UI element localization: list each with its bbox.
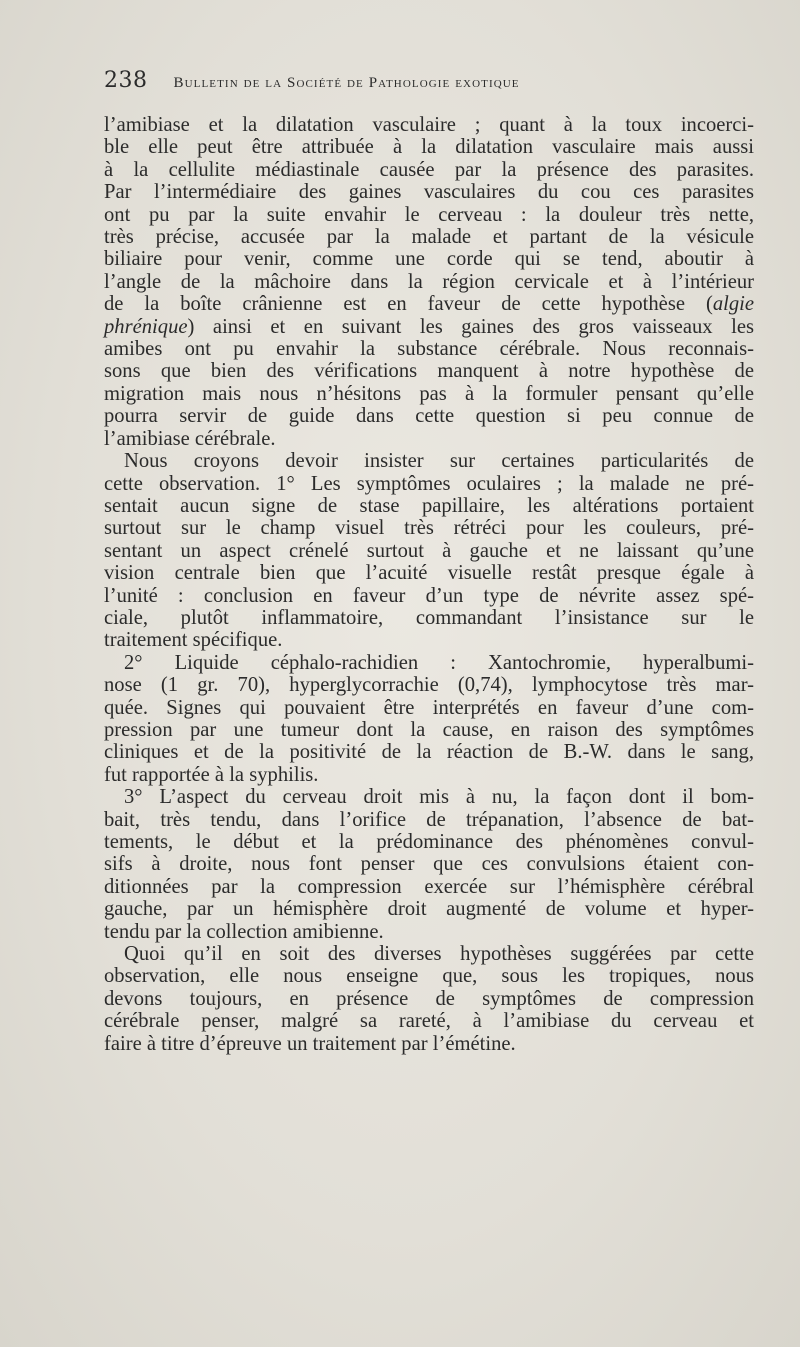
text-line: sons que bien des vérifications manquent à notre hypothèse de xyxy=(104,360,754,383)
text-line: très précise, accusée par la malade et partant de la vésicule xyxy=(104,226,754,249)
text-line: observation, elle nous enseigne que, sous les tropiques, nous xyxy=(104,965,754,988)
text-line: amibes ont pu envahir la substance cérébrale. Nous reconnais- xyxy=(104,338,754,361)
text-line: Par l’intermédiaire des gaines vasculaires du cou ces parasites xyxy=(104,181,754,204)
paragraph xyxy=(104,786,754,943)
paragraph xyxy=(104,450,754,652)
text-line: devons toujours, en présence de symptômes de compression xyxy=(104,987,754,1010)
paragraph xyxy=(104,114,754,450)
text-line: cérébrale penser, malgré sa rareté, à l’amibiase du cerveau et xyxy=(104,1010,754,1033)
paragraph xyxy=(104,652,754,786)
text-line: faire à titre d’épreuve un traitement par l’émétine. xyxy=(104,1032,516,1055)
text-line: ble elle peut être attribuée à la dilatation vasculaire mais aussi xyxy=(104,136,754,159)
article-body xyxy=(104,114,754,1055)
text-line: de la boîte crânienne est en faveur de cette hypothèse (algie xyxy=(104,293,754,316)
text-line: traitement spécifique. xyxy=(104,629,283,652)
text-line: fut rapportée à la syphilis. xyxy=(104,763,319,786)
text-line: 3° L’aspect du cerveau droit mis à nu, la façon dont il bom- xyxy=(124,786,754,809)
text-line: cliniques et de la positivité de la réaction de B.-W. dans le sang, xyxy=(104,741,754,764)
page-number: 238 xyxy=(104,68,148,93)
text-line: Quoi qu’il en soit des diverses hypothèses suggérées par cette xyxy=(124,943,754,966)
text-line: l’amibiase cérébrale. xyxy=(104,427,276,450)
text-line: sentant un aspect crénelé surtout à gauche et ne laissant qu’une xyxy=(104,539,754,562)
running-header xyxy=(104,68,664,102)
text-line: ditionnées par la compression exercée sur l’hémisphère cérébral xyxy=(104,875,754,898)
text-line: phrénique) ainsi et en suivant les gaines des gros vaisseaux les xyxy=(104,315,754,338)
text-line: quée. Signes qui pouvaient être interprétés en faveur d’une com- xyxy=(104,696,754,719)
text-line: migration mais nous n’hésitons pas à la formuler pensant qu’elle xyxy=(104,382,754,405)
text-line: biliaire pour venir, comme une corde qui se tend, aboutir à xyxy=(104,248,754,271)
text-line: cette observation. 1° Les symptômes oculaires ; la malade ne pré- xyxy=(104,472,754,495)
text-line: gauche, par un hémisphère droit augmenté de volume et hyper- xyxy=(104,898,754,921)
paragraph xyxy=(104,943,754,1055)
text-line: bait, très tendu, dans l’orifice de trépanation, l’absence de bat- xyxy=(104,808,754,831)
text-line: surtout sur le champ visuel très rétréci pour les couleurs, pré- xyxy=(104,517,754,540)
text-line: 2° Liquide céphalo-rachidien : Xantochromie, hyperalbumi- xyxy=(124,651,754,674)
text-line: l’amibiase et la dilatation vasculaire ; quant à la toux incoerci- xyxy=(104,114,754,136)
text-line: sentait aucun signe de stase papillaire, les altérations portaient xyxy=(104,494,754,517)
text-line: pression par une tumeur dont la cause, en raison des symptômes xyxy=(104,718,754,741)
journal-running-title: Bulletin de la Société de Pathologie exotique xyxy=(173,75,520,91)
text-line: tendu par la collection amibienne. xyxy=(104,920,384,943)
text-line: l’angle de la mâchoire dans la région cervicale et à l’intérieur xyxy=(104,270,754,293)
text-line: à la cellulite médiastinale causée par la présence des parasites. xyxy=(104,158,754,181)
text-line: pourra servir de guide dans cette question si peu connue de xyxy=(104,405,754,428)
text-line: vision centrale bien que l’acuité visuelle restât presque égale à xyxy=(104,562,754,585)
text-line: sifs à droite, nous font penser que ces convulsions étaient con- xyxy=(104,853,754,876)
text-line: Nous croyons devoir insister sur certaines particularités de xyxy=(124,450,754,473)
text-line: ciale, plutôt inflammatoire, commandant l’insistance sur le xyxy=(104,606,754,629)
text-line: tements, le début et la prédominance des phénomènes convul- xyxy=(104,831,754,853)
text-line: l’unité : conclusion en faveur d’un type de névrite assez spé- xyxy=(104,584,754,607)
text-line: nose (1 gr. 70), hyperglycorrachie (0,74), lymphocytose très mar- xyxy=(104,674,754,697)
text-line: ont pu par la suite envahir le cerveau : la douleur très nette, xyxy=(104,203,754,226)
